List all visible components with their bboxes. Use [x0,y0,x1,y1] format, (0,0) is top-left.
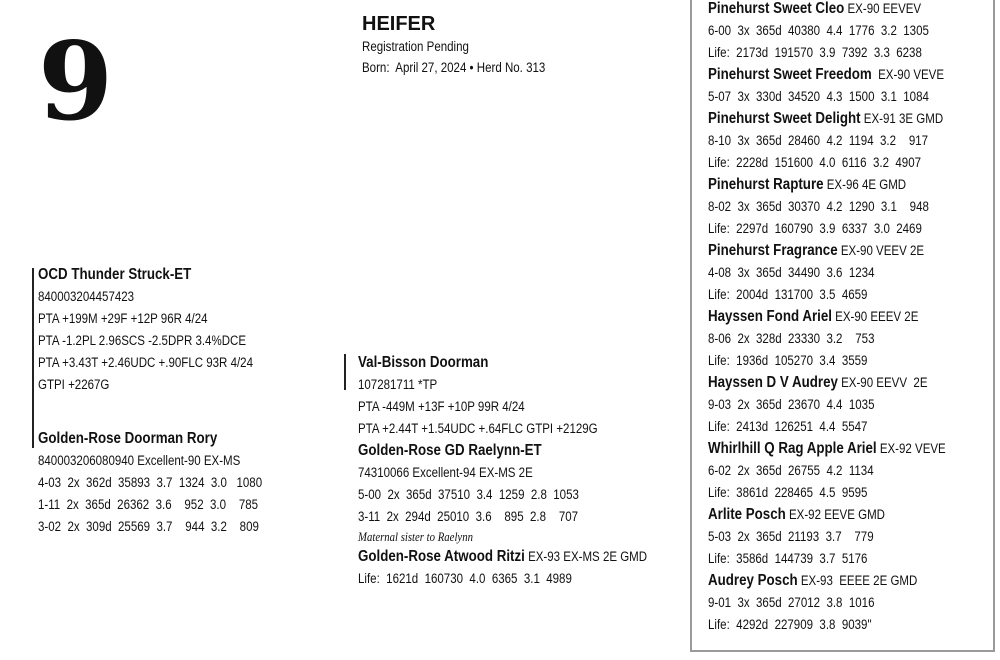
granddam-record-line: 840003206080940 Excellent-90 EX-MS [38,453,241,468]
family-record-line: Life: 2004d 131700 3.5 4659 [708,287,868,302]
dam-record-line: 74310066 Excellent-94 EX-MS 2E [358,465,533,480]
sire-detail-line: 840003204457423 [38,289,135,304]
ritzi-name: Golden-Rose Atwood Ritzi [358,548,525,565]
family-member-name: Whirlhill Q Rag Apple Ariel [708,440,877,457]
family-member-class: EX-93 EEEE 2E GMD [797,573,918,588]
family-member-heading [708,372,946,394]
family-member-heading [708,108,946,130]
dam-sire-detail-line: 107281711 *TP [358,377,438,392]
ritzi-class: EX-93 EX-MS 2E GMD [524,549,648,564]
family-member-name: Hayssen D V Audrey [708,374,838,391]
registration-status: Registration Pending [362,39,469,54]
dam-sire-block [358,352,598,440]
family-panel [690,0,995,652]
pedigree-bracket [344,354,346,390]
family-member-heading [708,438,946,460]
granddam-record-line: 3-02 2x 309d 25569 3.7 944 3.2 809 [38,519,259,534]
sire-detail-line: PTA +199M +29F +12P 96R 4/24 [38,311,208,326]
sire-detail-line: GTPI +2267G [38,377,110,392]
granddam-record-line: 1-11 2x 365d 26362 3.6 952 3.0 785 [38,497,259,512]
dam-block [358,440,647,590]
family-record-line: 9-01 3x 365d 27012 3.8 1016 [708,595,875,610]
family-record-line: 5-07 3x 330d 34520 4.3 1500 3.1 1084 [708,89,929,104]
family-record-line: 8-02 3x 365d 30370 4.2 1290 3.1 948 [708,199,929,214]
sire-name: OCD Thunder Struck-ET [38,266,192,283]
heifer-header [362,12,575,78]
family-member-name: Hayssen Fond Ariel [708,308,832,325]
sire-block [38,264,253,396]
family-record-line: Life: 4292d 227909 3.8 9039" [708,617,872,632]
family-record-line: 6-00 3x 365d 40380 4.4 1776 3.2 1305 [708,23,929,38]
family-record-line: Life: 3861d 228465 4.5 9595 [708,485,868,500]
family-member-heading [708,504,946,526]
family-list [708,0,946,636]
dam-note: Maternal sister to Raelynn [358,530,473,544]
sire-details [38,286,253,396]
family-record-line: Life: 2228d 151600 4.0 6116 3.2 4907 [708,155,922,170]
lot-number: 9 [38,19,112,145]
ritzi-life: Life: 1621d 160730 4.0 6365 3.1 4989 [358,571,572,586]
family-member-name: Pinehurst Rapture [708,176,824,193]
family-record-line: Life: 2297d 160790 3.9 6337 3.0 2469 [708,221,922,236]
family-member-heading [708,306,946,328]
family-member-class: EX-90 EEVV 2E [837,375,928,390]
dam-record-line: 5-00 2x 365d 37510 3.4 1259 2.8 1053 [358,487,579,502]
granddam-block [38,428,262,538]
family-member-class: EX-92 EEVE GMD [785,507,885,522]
granddam-name: Golden-Rose Doorman Rory [38,430,218,447]
family-record-line: 6-02 2x 365d 26755 4.2 1134 [708,463,874,478]
family-record-line: 9-03 2x 365d 23670 4.4 1035 [708,397,875,412]
family-record-line: Life: 3586d 144739 3.7 5176 [708,551,868,566]
family-record-line: 4-08 3x 365d 34490 3.6 1234 [708,265,875,280]
heifer-title: HEIFER [362,13,436,35]
family-member-heading [708,240,946,262]
family-member-name: Pinehurst Fragrance [708,242,838,259]
dam-sire-detail-line: PTA -449M +13F +10P 99R 4/24 [358,399,525,414]
family-record-line: Life: 2173d 191570 3.9 7392 3.3 6238 [708,45,922,60]
family-member-name: Pinehurst Sweet Cleo [708,0,845,17]
sire-detail-line: PTA +3.43T +2.46UDC +.90FLC 93R 4/24 [38,355,253,370]
dam-sire-details [358,374,598,440]
granddam-details [38,450,262,538]
dam-sire-name: Val-Bisson Doorman [358,354,489,371]
granddam-record-line: 4-03 2x 362d 35893 3.7 1324 3.0 1080 [38,475,263,490]
family-member-name: Pinehurst Sweet Freedom [708,66,872,83]
family-member-heading [708,174,946,196]
dam-sire-detail-line: PTA +2.44T +1.54UDC +.64FLC GTPI +2129G [358,421,598,436]
birth-date: Born: April 27, 2024 • Herd No. 313 [362,60,546,75]
sire-detail-line: PTA -1.2PL 2.96SCS -2.5DPR 3.4%DCE [38,333,247,348]
family-member-class: EX-90 EEEV 2E [831,309,919,324]
pedigree-bracket [32,268,34,448]
family-member-class: EX-90 VEEV 2E [837,243,925,258]
family-member-name: Arlite Posch [708,506,786,523]
family-member-name: Audrey Posch [708,572,798,589]
family-member-class: EX-96 4E GMD [823,177,907,192]
family-member-heading [708,64,946,86]
family-record-line: 8-06 2x 328d 23330 3.2 753 [708,331,875,346]
dam-name: Golden-Rose GD Raelynn-ET [358,442,542,459]
family-member-class: EX-91 3E GMD [860,111,944,126]
family-record-line: Life: 2413d 126251 4.4 5547 [708,419,868,434]
family-record-line: Life: 1936d 105270 3.4 3559 [708,353,868,368]
family-record-line: 8-10 3x 365d 28460 4.2 1194 3.2 917 [708,133,929,148]
family-member-class: EX-92 VEVE [876,441,946,456]
family-record-line: 5-03 2x 365d 21193 3.7 779 [708,529,874,544]
dam-record-line: 3-11 2x 294d 25010 3.6 895 2.8 707 [358,509,579,524]
family-member-heading [708,0,946,20]
dam-details [358,462,647,528]
family-member-class: EX-90 EEVEV [844,1,922,16]
family-member-heading [708,570,946,592]
family-member-class: EX-90 VEVE [871,67,945,82]
family-member-name: Pinehurst Sweet Delight [708,110,861,127]
